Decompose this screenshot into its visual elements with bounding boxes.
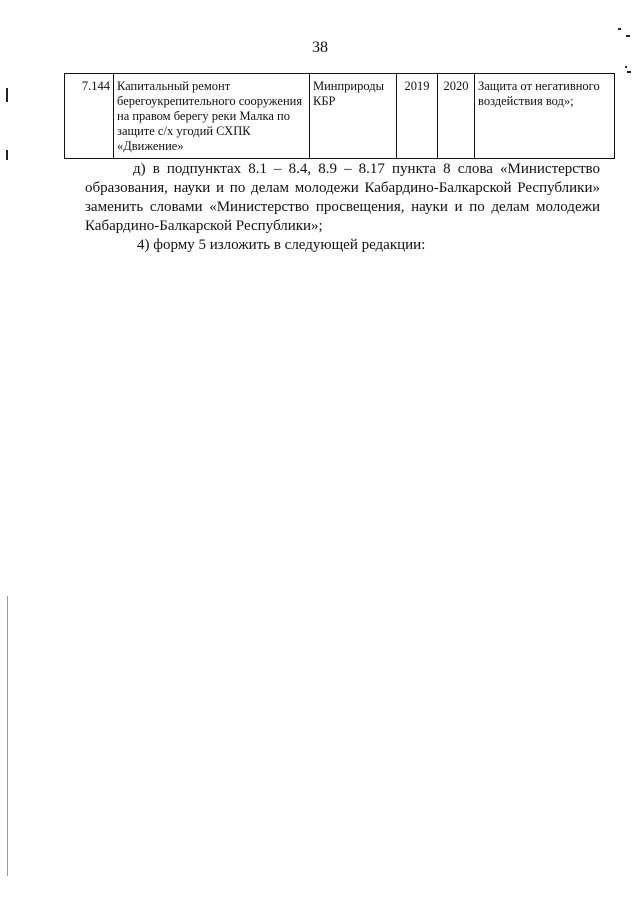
measures-table — [64, 73, 615, 159]
scan-corner-mark — [625, 66, 627, 68]
scan-corner-mark — [627, 71, 631, 73]
scan-corner-mark — [618, 28, 621, 30]
row-goal: Защита от негативного воздействия вод»; — [475, 74, 615, 159]
row-description: Капитальный ремонт берегоукрепительного сооружения на правом берегу реки Малка по защите с/х угодий СХПК «Движение» — [114, 74, 310, 159]
scan-edge-mark — [7, 596, 8, 876]
scan-edge-mark — [6, 150, 8, 160]
row-year-start: 2019 — [397, 74, 438, 159]
scan-corner-mark — [626, 35, 630, 37]
scan-edge-mark — [6, 88, 8, 102]
paragraph-4: 4) форму 5 изложить в следующей редакции: — [137, 237, 426, 253]
paragraph-d: д) в подпунктах 8.1 – 8.4, 8.9 – 8.17 пункта 8 слова «Министерство образования, науки и по делам молодежи Кабардино-Балкарской Республики» заменить словами «Министерство просвещения, науки и по делам молодежи Кабардино-Балкарской Республики»; — [85, 161, 600, 234]
table-row — [65, 74, 615, 159]
row-organization: Минприроды КБР — [310, 74, 397, 159]
page-number: 38 — [312, 39, 328, 56]
row-number: 7.144 — [65, 74, 114, 159]
row-year-end: 2020 — [438, 74, 475, 159]
